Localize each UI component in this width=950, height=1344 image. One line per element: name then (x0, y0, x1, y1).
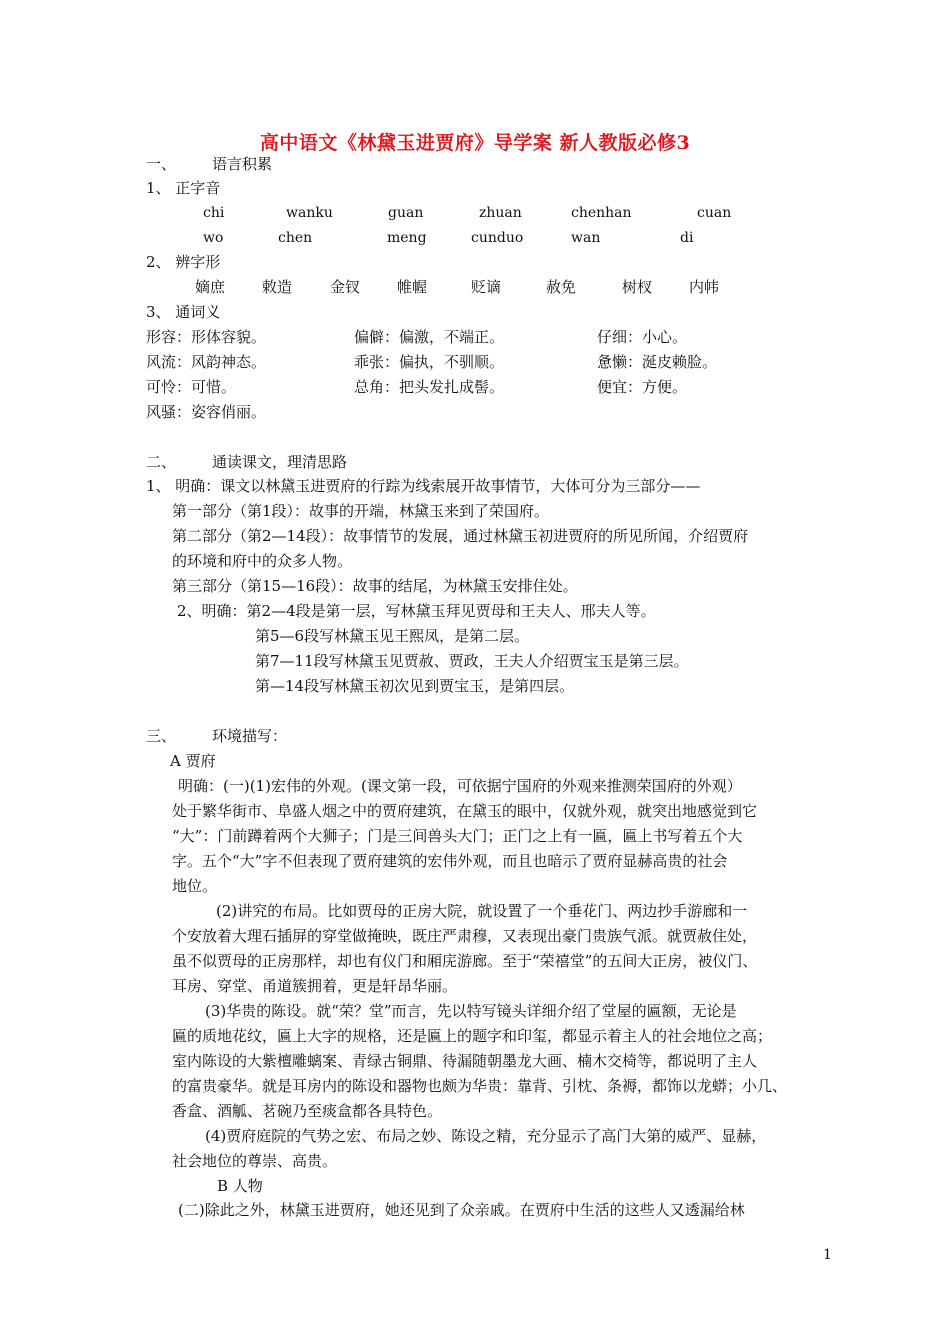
zixing-item: 内帏 (689, 278, 720, 296)
subheading-b: B 人物 (217, 1177, 263, 1195)
zixing-item: 树杈 (622, 278, 653, 296)
zixing-item: 金钗 (330, 278, 361, 296)
paragraph-line: “大”：门前蹲着两个大狮子；门是三间兽头大门；正门之上有一匾，匾上书写着五个大 (172, 827, 743, 845)
paragraph-line: (2)讲究的布局。比如贾母的正房大院，就设置了一个垂花门、两边抄手游廊和一 (216, 902, 748, 920)
paragraph-line: 第5—6段写林黛玉见王熙凤，是第二层。 (255, 627, 530, 645)
pinyin-item: chen (278, 230, 313, 246)
zixing-item: 嫡庶 (195, 278, 226, 296)
paragraph-line: 香盒、酒觚、茗碗乃至痰盒都各具特色。 (172, 1102, 443, 1120)
paragraph-line: (3)华贵的陈设。就“荣？堂”而言，先以特写镜头详细介绍了堂屋的匾额，无论是 (205, 1002, 737, 1020)
document-title: 高中语文《林黛玉进贾府》导学案 新人教版必修3 (259, 132, 691, 154)
paragraph-line: (二)除此之外，林黛玉进贾府，她还见到了众亲戚。在贾府中生活的这些人又透漏给林 (178, 1201, 745, 1219)
paragraph-line: 1、 明确：课文以林黛玉进贾府的行踪为线索展开故事情节，大体可分为三部分—— (146, 477, 701, 495)
item-2-heading: 2、 辨字形 (146, 253, 221, 271)
paragraph-line: 明确：(一)(1)宏伟的外观。(课文第一段，可依据宁国府的外观来推测荣国府的外观） (178, 777, 742, 795)
paragraph-line: 地位。 (172, 877, 218, 895)
word-definition: 乖张：偏执，不驯顺。 (354, 353, 505, 371)
zixing-item: 赦免 (546, 278, 577, 296)
section-2-number: 二、 (146, 453, 177, 471)
paragraph-line: 个安放着大理石插屏的穿堂做掩映，既庄严肃穆，又表现出豪门贵族气派。就贾赦住处， (172, 927, 758, 945)
paragraph-line: 字。五个“大”字不但表现了贾府建筑的宏伟外观，而且也暗示了贾府显赫高贵的社会 (172, 852, 728, 870)
paragraph-line: 的富贵豪华。就是耳房内的陈设和器物也颇为华贵：靠背、引枕、条褥，都饰以龙蟒；小几、 (172, 1077, 788, 1095)
section-1-number: 一、 (146, 155, 177, 173)
page-number: 1 (823, 1247, 832, 1263)
pinyin-item: wanku (286, 205, 333, 221)
section-3-heading: 环境描写： (212, 727, 288, 745)
word-definition: 总角：把头发扎成髻。 (354, 378, 505, 396)
paragraph-line: 第二部分（第2—14段）：故事情节的发展，通过林黛玉初进贾府的所见所闻，介绍贾府 (172, 527, 749, 545)
paragraph-line: 第7—11段写林黛玉见贾赦、贾政，王夫人介绍贾宝玉是第三层。 (255, 652, 689, 670)
pinyin-item: chi (203, 205, 225, 221)
paragraph-line: 耳房、穿堂、甬道簇拥着，更是轩昂华丽。 (172, 977, 458, 995)
paragraph-line: 第一部分（第1段）：故事的开端，林黛玉来到了荣国府。 (172, 502, 550, 520)
paragraph-line: 社会地位的尊崇、高贵。 (172, 1152, 338, 1170)
word-definition: 风流：风韵神态。 (146, 353, 267, 371)
paragraph-line: 第三部分（第15—16段）：故事的结尾，为林黛玉安排住处。 (172, 577, 578, 595)
pinyin-item: chenhan (571, 205, 632, 221)
section-1-heading: 语言积累 (212, 155, 273, 173)
section-3-number: 三、 (146, 727, 177, 745)
word-definition: 形容：形体容貌。 (146, 328, 267, 346)
paragraph-line: (4)贾府庭院的气势之宏、布局之妙、陈设之精，充分显示了高门大第的威严、显赫， (205, 1127, 767, 1145)
pinyin-item: wan (571, 230, 601, 246)
pinyin-item: wo (203, 230, 224, 246)
subheading-a: A 贾府 (170, 752, 216, 770)
pinyin-item: cunduo (471, 230, 524, 246)
paragraph-line: 室内陈设的大紫檀雕螭案、青绿古铜鼎、待漏随朝墨龙大画、楠木交椅等，都说明了主人 (172, 1052, 758, 1070)
pinyin-item: zhuan (479, 205, 522, 221)
section-2-heading: 通读课文，理清思路 (212, 453, 348, 471)
pinyin-item: cuan (697, 205, 732, 221)
paragraph-line: 虽不似贾母的正房那样，却也有仪门和厢庑游廊。至于“荣禧堂”的五间大正房，被仪门、 (172, 952, 758, 970)
word-definition: 偏僻：偏激，不端正。 (354, 328, 505, 346)
paragraph-line: 的环境和府中的众多人物。 (172, 552, 353, 570)
zixing-item: 贬谪 (471, 278, 502, 296)
zixing-item: 帷幄 (397, 278, 428, 296)
word-definition: 仔细：小心。 (597, 328, 688, 346)
pinyin-item: guan (388, 205, 424, 221)
paragraph-line: 第—14段写林黛玉初次见到贾宝玉，是第四层。 (255, 677, 575, 695)
item-1-heading: 1、 正字音 (146, 179, 221, 197)
paragraph-line: 处于繁华街市、阜盛人烟之中的贾府建筑，在黛玉的眼中，仅就外观，就突出地感觉到它 (172, 802, 758, 820)
zixing-item: 敕造 (262, 278, 293, 296)
pinyin-item: di (680, 230, 694, 246)
item-3-heading: 3、 通词义 (146, 303, 221, 321)
word-definition: 惫懒：涎皮赖脸。 (597, 353, 718, 371)
word-definition: 可怜：可惜。 (146, 378, 237, 396)
paragraph-line: 2、明确：第2—4段是第一层，写林黛玉拜见贾母和王夫人、邢夫人等。 (177, 602, 656, 620)
word-definition: 便宜：方便。 (597, 378, 688, 396)
word-definition: 风骚：姿容俏丽。 (146, 403, 267, 421)
pinyin-item: meng (387, 230, 427, 246)
paragraph-line: 匾的质地花纹，匾上大字的规格，还是匾上的题字和印玺，都显示着主人的社会地位之高； (172, 1027, 773, 1045)
